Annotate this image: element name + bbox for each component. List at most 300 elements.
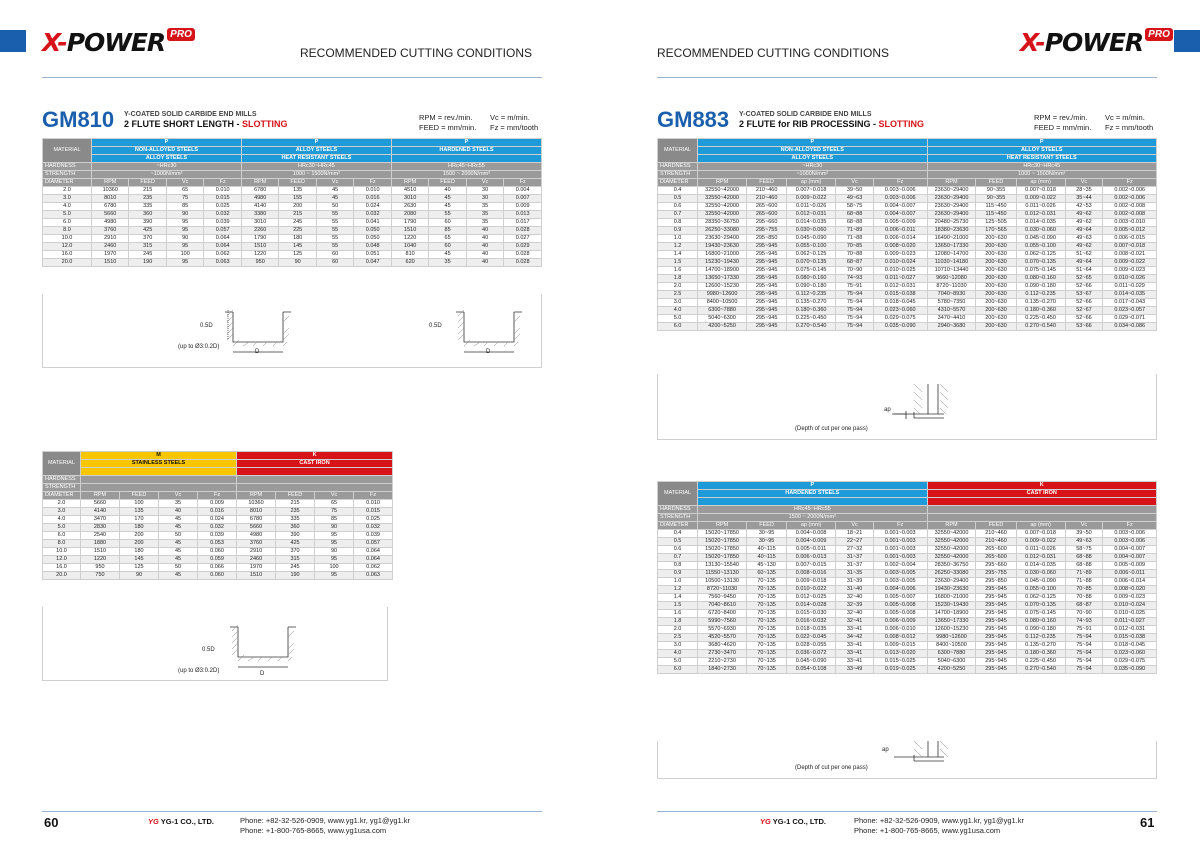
material-group-name-2: ALLOY STEELS xyxy=(698,155,927,163)
data-row xyxy=(43,500,393,508)
value-cell: 3010 xyxy=(241,219,278,227)
value-cell: 3760 xyxy=(92,227,129,235)
value-cell: 30~95 xyxy=(747,538,787,546)
value-cell: 2540 xyxy=(81,532,120,540)
value-cell: 95 xyxy=(166,243,203,251)
value-cell: 200 xyxy=(120,540,159,548)
value-cell: 40 xyxy=(429,187,466,195)
data-row xyxy=(658,666,1157,674)
material-group-name-2 xyxy=(81,468,237,476)
value-cell: 0.030~0.060 xyxy=(1016,227,1065,235)
value-cell: 0.062~0.125 xyxy=(1016,594,1065,602)
value-cell: 295~945 xyxy=(747,307,787,315)
data-row xyxy=(658,235,1157,243)
column-header: Fz xyxy=(204,179,242,187)
value-cell: 45 xyxy=(159,524,198,532)
value-cell: 4520~5570 xyxy=(698,634,747,642)
material-group-letter: K xyxy=(237,452,393,460)
value-cell: 95 xyxy=(166,227,203,235)
value-cell: 0.007~0.018 xyxy=(1016,530,1065,538)
model-code-right: GM883 xyxy=(657,107,730,132)
value-cell: 370 xyxy=(276,548,315,556)
data-row xyxy=(658,243,1157,251)
value-cell: 45 xyxy=(316,195,353,203)
value-cell: 200~630 xyxy=(976,275,1016,283)
units-legend-2: Vc = m/min. Fz = mm/tooth xyxy=(490,113,539,132)
diameter-cell: 1.0 xyxy=(658,578,698,586)
diameter-cell: 10.0 xyxy=(43,548,81,556)
column-header: RPM xyxy=(698,179,747,187)
diameter-cell: 16.0 xyxy=(43,251,92,259)
value-cell: 145 xyxy=(279,243,316,251)
diameter-cell: 0.5 xyxy=(658,195,698,203)
cutting-table-gm810-mk xyxy=(42,451,393,580)
column-header: FEED xyxy=(747,179,787,187)
value-cell: 2830 xyxy=(81,524,120,532)
diameter-cell: 4.0 xyxy=(43,203,92,211)
data-row xyxy=(658,618,1157,626)
value-cell: 95 xyxy=(315,540,354,548)
value-cell: 0.225~0.450 xyxy=(787,315,836,323)
value-cell: 70~85 xyxy=(1065,586,1103,594)
material-group-letter: P xyxy=(698,482,927,490)
strength-row xyxy=(658,514,1157,522)
value-cell: 58~75 xyxy=(1065,546,1103,554)
value-cell: 32550~42000 xyxy=(927,538,976,546)
value-cell: 75 xyxy=(166,195,203,203)
value-cell: 4310~5570 xyxy=(927,307,976,315)
strength-value: 1000 ~ 1500N/mm² xyxy=(241,171,391,179)
value-cell: 40 xyxy=(466,259,503,267)
value-cell: 2080 xyxy=(391,211,428,219)
value-cell: 0.008~0.021 xyxy=(1103,251,1157,259)
value-cell: 32550~42000 xyxy=(927,554,976,562)
value-cell: 0.007~0.015 xyxy=(787,562,836,570)
rib-diagram-2 xyxy=(658,741,1158,779)
value-cell: 315 xyxy=(129,243,166,251)
value-cell: 55 xyxy=(316,211,353,219)
value-cell: 11550~13130 xyxy=(698,570,747,578)
value-cell: 35 xyxy=(159,500,198,508)
xpower-logo: X-POWER PRO xyxy=(42,28,195,57)
value-cell: 0.018~0.045 xyxy=(873,299,927,307)
value-cell: 0.017~0.043 xyxy=(1103,299,1157,307)
data-row xyxy=(43,516,393,524)
value-cell: 0.064 xyxy=(204,235,242,243)
value-cell: 40 xyxy=(159,508,198,516)
diameter-cell: 1.8 xyxy=(658,275,698,283)
hardness-value: HRc45~HRc55 xyxy=(698,506,927,514)
diameter-cell: 5.0 xyxy=(658,658,698,666)
value-cell: 0.023~0.060 xyxy=(1103,650,1157,658)
value-cell: 4980 xyxy=(241,195,278,203)
data-row xyxy=(43,508,393,516)
value-cell: 49~63 xyxy=(836,195,874,203)
value-cell: 0.015~0.025 xyxy=(873,658,927,666)
units-legend-right-2: Vc = m/min. Fz = mm/tooth xyxy=(1105,113,1154,132)
value-cell: 4140 xyxy=(81,508,120,516)
value-cell: 0.025 xyxy=(354,516,393,524)
material-group-letter: K xyxy=(927,482,1157,490)
value-cell: 295~755 xyxy=(747,227,787,235)
material-group-name: HARDENED STEELS xyxy=(391,147,541,155)
value-cell: 90 xyxy=(120,572,159,580)
value-cell: 0.028 xyxy=(504,227,542,235)
cutting-table-gm810-p xyxy=(42,138,542,267)
value-cell: 5780~7350 xyxy=(927,299,976,307)
value-cell: 5040~6300 xyxy=(698,315,747,323)
diameter-cell: 12.0 xyxy=(43,556,81,564)
diameter-cell: 0.6 xyxy=(658,203,698,211)
data-row xyxy=(658,299,1157,307)
value-cell: 950 xyxy=(81,564,120,572)
page-title: RECOMMENDED CUTTING CONDITIONS xyxy=(300,46,532,60)
value-cell: 0.060 xyxy=(198,572,237,580)
value-cell: 125 xyxy=(120,564,159,572)
value-cell: 75~94 xyxy=(1065,650,1103,658)
value-cell: 53~66 xyxy=(1065,323,1103,331)
value-cell: 295~660 xyxy=(747,219,787,227)
value-cell: 0.007~0.018 xyxy=(1103,243,1157,251)
value-cell: 95 xyxy=(315,556,354,564)
value-cell: 1220 xyxy=(391,235,428,243)
value-cell: 0.004 xyxy=(504,187,542,195)
value-cell: 33~41 xyxy=(836,658,874,666)
value-cell: 8720~11030 xyxy=(927,283,976,291)
value-cell: 35 xyxy=(429,259,466,267)
diameter-cell: 10.0 xyxy=(43,235,92,243)
value-cell: 0.070~0.135 xyxy=(787,259,836,267)
value-cell: 13650~17330 xyxy=(698,275,747,283)
value-cell: 100 xyxy=(166,251,203,259)
value-cell: 0.032 xyxy=(354,211,392,219)
value-cell: 70~135 xyxy=(747,618,787,626)
diameter-cell: 1.2 xyxy=(658,586,698,594)
value-cell: 0.045~0.090 xyxy=(1016,235,1065,243)
data-row xyxy=(43,564,393,572)
value-cell: 295~850 xyxy=(976,578,1016,586)
data-row xyxy=(43,235,542,243)
value-cell: 810 xyxy=(391,251,428,259)
material-group-name: ALLOY STEELS xyxy=(241,147,391,155)
value-cell: 2730~3470 xyxy=(698,650,747,658)
diameter-cell: 2.0 xyxy=(658,283,698,291)
value-cell: 15230~19430 xyxy=(927,602,976,610)
value-cell: 370 xyxy=(129,235,166,243)
value-cell: 33~41 xyxy=(836,650,874,658)
value-cell: 295~945 xyxy=(747,267,787,275)
value-cell: 1880 xyxy=(81,540,120,548)
value-cell: 53~67 xyxy=(1065,291,1103,299)
value-cell: 19430~23630 xyxy=(927,586,976,594)
value-cell: 1510 xyxy=(241,243,278,251)
value-cell: 115~450 xyxy=(976,211,1016,219)
value-cell: 6780 xyxy=(241,187,278,195)
column-header: RPM xyxy=(81,492,120,500)
value-cell: 0.062 xyxy=(354,564,393,572)
value-cell: 295~945 xyxy=(747,259,787,267)
data-row xyxy=(43,540,393,548)
hardness-row xyxy=(43,476,393,484)
value-cell: 0.011~0.026 xyxy=(1016,546,1065,554)
value-cell: 0.004~0.009 xyxy=(787,538,836,546)
column-header-row xyxy=(658,522,1157,530)
diameter-label-3: D xyxy=(260,671,265,677)
value-cell: 2460 xyxy=(237,556,276,564)
value-cell: 70~135 xyxy=(747,578,787,586)
cutting-table-gm883-pk xyxy=(657,481,1157,674)
value-cell: 5660 xyxy=(237,524,276,532)
hardness-row xyxy=(43,163,542,171)
value-cell: 0.048 xyxy=(354,243,392,251)
value-cell: 0.030~0.060 xyxy=(787,227,836,235)
value-cell: 0.011~0.026 xyxy=(787,203,836,211)
group-name-row xyxy=(658,147,1157,155)
data-row xyxy=(658,323,1157,331)
data-row xyxy=(658,586,1157,594)
value-cell: 0.035~0.090 xyxy=(873,323,927,331)
value-cell: 0.003~0.006 xyxy=(873,187,927,195)
value-cell: 0.014~0.035 xyxy=(1103,291,1157,299)
material-group-name: NON-ALLOYED STEELS xyxy=(92,147,242,155)
value-cell: 0.016~0.032 xyxy=(787,618,836,626)
value-cell: 71~88 xyxy=(836,235,874,243)
diameter-label: D xyxy=(255,349,260,355)
value-cell: 65 xyxy=(315,500,354,508)
value-cell: 0.010 xyxy=(204,187,242,195)
data-row xyxy=(43,243,542,251)
value-cell: 2630 xyxy=(391,203,428,211)
hardness-label: HARDNESS xyxy=(658,163,698,171)
value-cell: 19430~23630 xyxy=(698,243,747,251)
value-cell: 0.041 xyxy=(354,219,392,227)
value-cell: 0.035~0.090 xyxy=(1103,666,1157,674)
value-cell: 0.008~0.020 xyxy=(873,243,927,251)
value-cell: 95 xyxy=(166,219,203,227)
data-row xyxy=(43,187,542,195)
column-header: Vc xyxy=(836,522,874,530)
strength-value: 1500 ~ 2000N/mm² xyxy=(698,514,927,522)
value-cell: 5660 xyxy=(81,500,120,508)
value-cell: 0.004~0.008 xyxy=(787,530,836,538)
value-cell: 74~93 xyxy=(836,275,874,283)
value-cell: 0.010~0.026 xyxy=(1103,275,1157,283)
value-cell: 0.080~0.160 xyxy=(1016,275,1065,283)
column-header: RPM xyxy=(92,179,129,187)
value-cell: 1840~2730 xyxy=(698,666,747,674)
value-cell: 13650~17330 xyxy=(927,243,976,251)
value-cell: 0.006~0.011 xyxy=(1103,570,1157,578)
value-cell: 200 xyxy=(279,203,316,211)
material-label: MATERIAL xyxy=(658,482,698,506)
value-cell: 200~630 xyxy=(976,267,1016,275)
value-cell: 425 xyxy=(276,540,315,548)
data-row xyxy=(658,562,1157,570)
value-cell: 295~945 xyxy=(747,283,787,291)
value-cell: 0.009~0.022 xyxy=(787,195,836,203)
column-header: FEED xyxy=(120,492,159,500)
value-cell: 16490~21000 xyxy=(927,235,976,243)
group-name-row-2 xyxy=(658,498,1157,506)
diameter-cell: 0.7 xyxy=(658,211,698,219)
material-group-name-2: HEAT RESISTANT STEELS xyxy=(241,155,391,163)
value-cell: 0.025 xyxy=(204,203,242,211)
diameter-cell: 0.7 xyxy=(658,554,698,562)
material-group-name-2 xyxy=(698,498,927,506)
value-cell: 40 xyxy=(466,243,503,251)
value-cell: 215 xyxy=(279,211,316,219)
value-cell: 23630~29400 xyxy=(927,211,976,219)
value-cell: 70~90 xyxy=(836,267,874,275)
value-cell: 32550~42000 xyxy=(698,195,747,203)
data-row xyxy=(658,307,1157,315)
strength-value xyxy=(81,484,237,492)
diameter-cell: 1.5 xyxy=(658,259,698,267)
diameter-cell: 8.0 xyxy=(43,227,92,235)
page-number-right: 61 xyxy=(1140,815,1155,830)
value-cell: 0.010~0.022 xyxy=(787,586,836,594)
value-cell: 1220 xyxy=(81,556,120,564)
value-cell: 0.055~0.100 xyxy=(787,243,836,251)
value-cell: 2910 xyxy=(237,548,276,556)
data-row xyxy=(43,259,542,267)
strength-value: ~1000N/mm² xyxy=(92,171,242,179)
value-cell: 75~91 xyxy=(1065,626,1103,634)
value-cell: 0.034~0.086 xyxy=(1103,323,1157,331)
value-cell: 295~945 xyxy=(976,626,1016,634)
value-cell: 0.002~0.008 xyxy=(1103,203,1157,211)
diameter-cell: 5.0 xyxy=(43,211,92,219)
value-cell: 265~600 xyxy=(976,554,1016,562)
value-cell: 0.007~0.018 xyxy=(787,187,836,195)
value-cell: 31~35 xyxy=(836,570,874,578)
value-cell: 0.039 xyxy=(354,532,393,540)
value-cell: 0.050 xyxy=(354,235,392,243)
value-cell: 90 xyxy=(315,524,354,532)
data-row xyxy=(658,283,1157,291)
diameter-cell: 12.0 xyxy=(43,243,92,251)
group-letter-row xyxy=(658,139,1157,147)
value-cell: 68~87 xyxy=(836,259,874,267)
value-cell: 0.055~0.100 xyxy=(1016,243,1065,251)
value-cell: 5040~6300 xyxy=(927,658,976,666)
value-cell: 49~62 xyxy=(1065,211,1103,219)
value-cell: 0.014~0.035 xyxy=(1016,562,1065,570)
data-row xyxy=(658,538,1157,546)
value-cell: 0.005~0.008 xyxy=(873,602,927,610)
hardness-value xyxy=(81,476,237,484)
value-cell: 0.012~0.031 xyxy=(1016,554,1065,562)
value-cell: 90 xyxy=(166,235,203,243)
value-cell: 18~21 xyxy=(836,530,874,538)
value-cell: 3760 xyxy=(237,540,276,548)
data-row xyxy=(43,532,393,540)
value-cell: 32~41 xyxy=(836,618,874,626)
value-cell: 40~115 xyxy=(747,554,787,562)
value-cell: 32550~42000 xyxy=(698,203,747,211)
value-cell: 295~945 xyxy=(976,602,1016,610)
strength-value xyxy=(927,514,1157,522)
value-cell: 6780 xyxy=(237,516,276,524)
value-cell: 49~64 xyxy=(1065,259,1103,267)
value-cell: 23630~29400 xyxy=(927,195,976,203)
column-header: Vc xyxy=(316,179,353,187)
column-header: FEED xyxy=(747,522,787,530)
value-cell: 0.057 xyxy=(204,227,242,235)
value-cell: 0.009 xyxy=(198,500,237,508)
strength-label: STRENGTH xyxy=(43,171,92,179)
value-cell: 75~94 xyxy=(1065,658,1103,666)
value-cell: 0.012~0.031 xyxy=(873,283,927,291)
value-cell: 0.004~0.007 xyxy=(1103,554,1157,562)
footer-divider xyxy=(42,811,542,812)
value-cell: 49~63 xyxy=(1065,235,1103,243)
value-cell: 0.047 xyxy=(354,259,392,267)
value-cell: 0.001~0.003 xyxy=(873,554,927,562)
value-cell: 0.005~0.012 xyxy=(1103,227,1157,235)
value-cell: 23630~29400 xyxy=(927,578,976,586)
value-cell: 200~630 xyxy=(976,323,1016,331)
data-row xyxy=(658,602,1157,610)
data-row xyxy=(658,211,1157,219)
value-cell: 360 xyxy=(129,211,166,219)
value-cell: 0.029 xyxy=(504,243,542,251)
value-cell: 390 xyxy=(129,219,166,227)
value-cell: 40 xyxy=(466,251,503,259)
value-cell: 295~755 xyxy=(976,570,1016,578)
value-cell: 75~94 xyxy=(1065,642,1103,650)
value-cell: 11030~14180 xyxy=(927,259,976,267)
value-cell: 1510 xyxy=(237,572,276,580)
value-cell: 295~945 xyxy=(976,650,1016,658)
value-cell: 30 xyxy=(466,187,503,195)
value-cell: 74~93 xyxy=(1065,618,1103,626)
value-cell: 30 xyxy=(466,195,503,203)
value-cell: 0.008~0.016 xyxy=(787,570,836,578)
value-cell: 0.059 xyxy=(198,556,237,564)
value-cell: 52~66 xyxy=(1065,299,1103,307)
value-cell: 190 xyxy=(129,259,166,267)
value-cell: 28350~36750 xyxy=(698,219,747,227)
value-cell: 0.011~0.027 xyxy=(873,275,927,283)
value-cell: 1790 xyxy=(391,219,428,227)
value-cell: 0.036~0.072 xyxy=(787,650,836,658)
value-cell: 0.060 xyxy=(198,548,237,556)
diameter-cell: 0.4 xyxy=(658,530,698,538)
value-cell: 75~91 xyxy=(836,283,874,291)
column-header: FEED xyxy=(279,179,316,187)
value-cell: 28350~36750 xyxy=(927,562,976,570)
value-cell: 10360 xyxy=(237,500,276,508)
value-cell: 68~88 xyxy=(1065,554,1103,562)
value-cell: 0.180~0.360 xyxy=(787,307,836,315)
value-cell: 2910 xyxy=(92,235,129,243)
diameter-cell: 0.8 xyxy=(658,562,698,570)
value-cell: 245 xyxy=(276,564,315,572)
value-cell: 200~630 xyxy=(976,315,1016,323)
value-cell: 50 xyxy=(159,564,198,572)
diameter-cell: 0.4 xyxy=(658,187,698,195)
value-cell: 58~75 xyxy=(836,203,874,211)
value-cell: 0.009~0.022 xyxy=(1016,538,1065,546)
diameter-cell: 0.6 xyxy=(658,546,698,554)
value-cell: 70~135 xyxy=(747,642,787,650)
material-group-name-2: ALLOY STEELS xyxy=(92,155,242,163)
value-cell: 20480~25730 xyxy=(927,219,976,227)
value-cell: 0.011~0.026 xyxy=(1016,203,1065,211)
strength-label: STRENGTH xyxy=(658,514,698,522)
value-cell: 10710~13440 xyxy=(927,267,976,275)
